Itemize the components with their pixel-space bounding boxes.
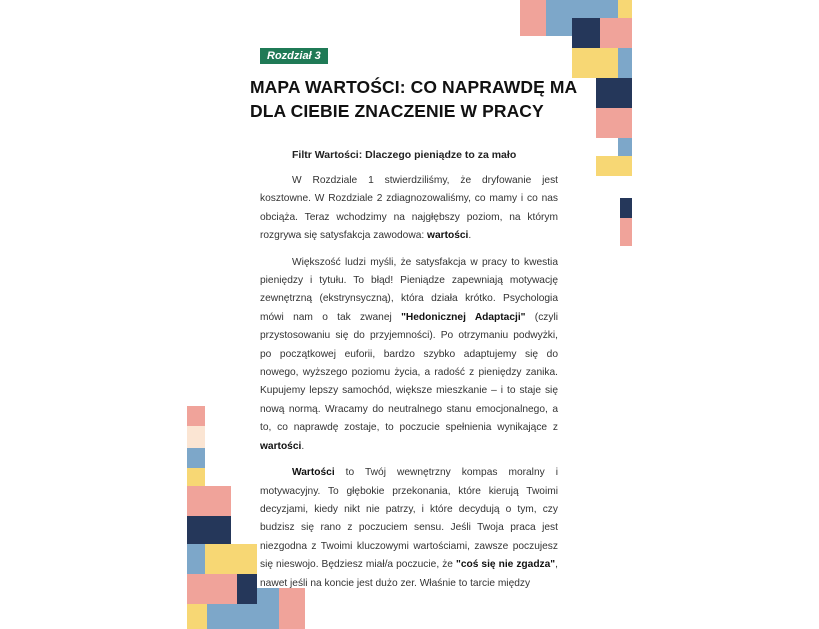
paragraph-2-end: . xyxy=(301,440,305,452)
chapter-badge: Rozdział 3 xyxy=(260,48,328,64)
paragraph-3-bold-2: "coś się nie zgadza" xyxy=(455,559,556,571)
paragraph-3-end: , nawet jeśli na koncie jest dużo zer. Właśnie to tarcie między xyxy=(260,559,558,589)
paragraph-3 xyxy=(260,464,558,593)
paragraph-1-text: W Rozdziale 1 stwierdziliśmy, że dryfowanie jest kosztowne. W Rozdziale 2 zdiagnozowaliśmy, co mamy i co nas obciąża. Teraz wchodzimy na najgłębszy poziom, na którym rozgrywa się satysfakcja zawodowa: xyxy=(260,175,558,242)
paragraph-1-end: . xyxy=(468,230,472,242)
paragraph-2-bold-1: "Hedonicznej Adaptacji" xyxy=(401,311,526,323)
chapter-title-line-1: MAPA WARTOŚCI: CO NAPRAWDĘ MA xyxy=(250,77,578,97)
paragraph-1-bold: wartości xyxy=(427,230,469,242)
paragraph-3-text: to Twój wewnętrzny kompas moralny i motywacyjny. To głębokie przekonania, które kierują Twoimi decyzjami, kiedy nikt nie patrzy, i które decydują o tym, czy budzisz się rano z poczuciem sensu. Jeśli Twoja praca jest niezgodna z Twoimi kluczowymi wartościami, zawsze poczujesz się nieswojo. Będziesz miał/a poczucie, że xyxy=(260,467,558,571)
body-text xyxy=(260,172,558,601)
paragraph-3-bold-1: Wartości xyxy=(292,467,335,479)
paragraph-2 xyxy=(260,254,558,456)
paragraph-1 xyxy=(260,172,558,246)
paragraph-2-text-2: (czyli przystosowaniu się do przyjemności). Po otrzymaniu podwyżki, po początkowej euforii, bardzo szybko adaptujemy się do nowego, wyższego poziomu życia, a radość z pieniędzy zanika. Kupujemy lepszy samochód, większe mieszkanie – i to staje się nową normą. Wracamy do neutralnego stanu emocjonalnego, a to, co naprawdę zostaje, to poczucie spełnienia wynikające z xyxy=(260,311,558,434)
paragraph-2-text: Większość ludzi myśli, że satysfakcja w pracy to kwestia pieniędzy i tytułu. To błąd! Pieniądze zapewniają motywację zewnętrzną (ekstrynsyczną), która działa krótko. Psychologia mówi nam o tak zwanej xyxy=(260,256,558,323)
chapter-title xyxy=(250,75,580,123)
chapter-title-line-2: DLA CIEBIE ZNACZENIE W PRACY xyxy=(250,101,544,121)
paragraph-2-bold-2: wartości xyxy=(260,440,302,452)
section-subtitle: Filtr Wartości: Dlaczego pieniądze to za mało xyxy=(292,149,517,161)
